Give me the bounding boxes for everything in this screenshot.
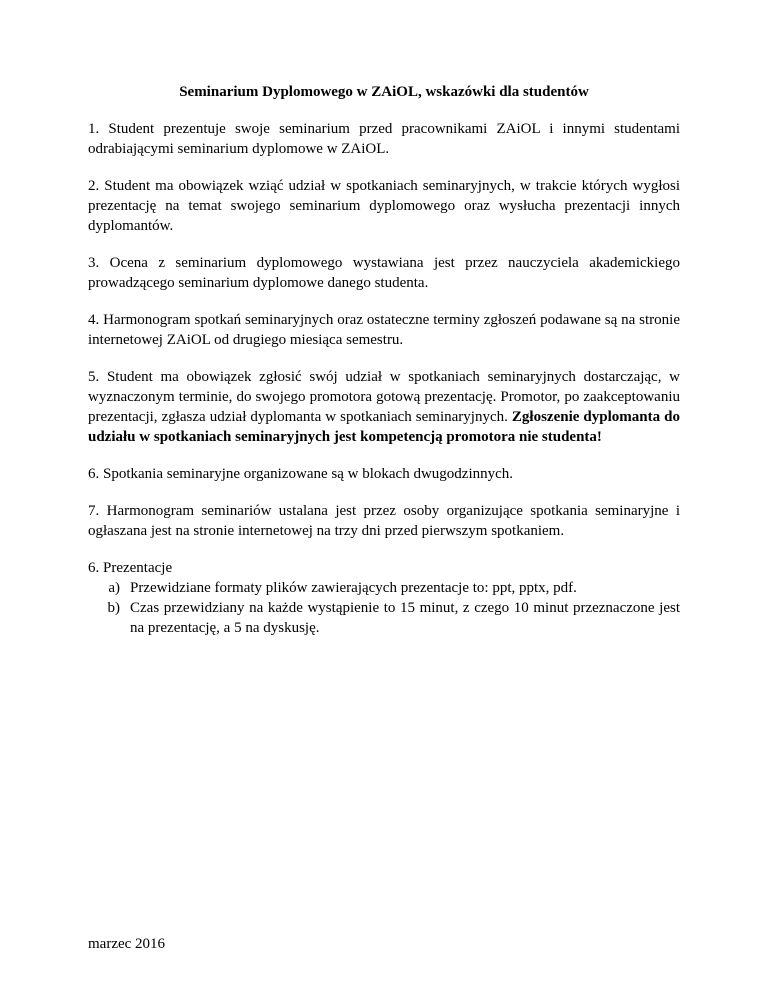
list-item-marker: a)	[108, 580, 120, 596]
paragraph-5-bold-text: Zgłoszenie dyplomanta do udziału w spotkaniach seminaryjnych jest kompetencją promotora nie studenta!	[88, 409, 680, 445]
list-item	[88, 598, 680, 638]
paragraph-6	[88, 464, 680, 484]
document-title: Seminarium Dyplomowego w ZAiOL, wskazówki dla studentów	[179, 84, 589, 100]
list-item-text: Czas przewidziany na każde wystąpienie to 15 minut, z czego 10 minut przeznaczone jest na prezentację, a 5 na dyskusję.	[130, 600, 680, 636]
paragraph-1	[88, 119, 680, 159]
presentations-heading: 6. Prezentacje	[88, 560, 173, 576]
paragraph-7	[88, 501, 680, 541]
paragraph-4	[88, 310, 680, 350]
list-item	[88, 578, 680, 598]
list-item-text: Przewidziane formaty plików zawierających prezentacje to: ppt, pptx, pdf.	[130, 580, 577, 596]
paragraph-3-text: 3. Ocena z seminarium dyplomowego wystawiana jest przez nauczyciela akademickiego prowadzącego seminarium dyplomowe danego studenta.	[88, 255, 680, 291]
paragraph-2	[88, 176, 680, 236]
paragraph-1-text: 1. Student prezentuje swoje seminarium przed pracownikami ZAiOL i innymi studentami odrabiającymi seminarium dyplomowe w ZAiOL.	[88, 121, 680, 157]
paragraph-5	[88, 367, 680, 447]
footer-date: marzec 2016	[88, 936, 166, 952]
paragraph-7-text: 7. Harmonogram seminariów ustalana jest przez osoby organizujące spotkania seminaryjne i ogłaszana jest na stronie internetowej na trzy dni przed pierwszym spotkaniem.	[88, 503, 680, 539]
presentations-list	[88, 578, 680, 638]
list-item-marker: b)	[107, 600, 120, 616]
paragraph-4-text: 4. Harmonogram spotkań seminaryjnych oraz ostateczne terminy zgłoszeń podawane są na stronie internetowej ZAiOL od drugiego miesiąca semestru.	[88, 312, 680, 348]
paragraph-3	[88, 253, 680, 293]
paragraph-5-text: 5. Student ma obowiązek zgłosić swój udział w spotkaniach seminaryjnych dostarczając, w wyznaczonym terminie, do swojego promotora gotową prezentację. Promotor, po zaakceptowaniu prezentacji, zgłasza udział dyplomanta w spotkaniach seminaryjnych.	[88, 369, 680, 425]
paragraph-6-text: 6. Spotkania seminaryjne organizowane są w blokach dwugodzinnych.	[88, 466, 514, 482]
paragraph-2-text: 2. Student ma obowiązek wziąć udział w spotkaniach seminaryjnych, w trakcie których wygłosi prezentację na temat swojego seminarium dyplomowego oraz wysłucha prezentacji innych dyplomantów.	[88, 178, 680, 234]
